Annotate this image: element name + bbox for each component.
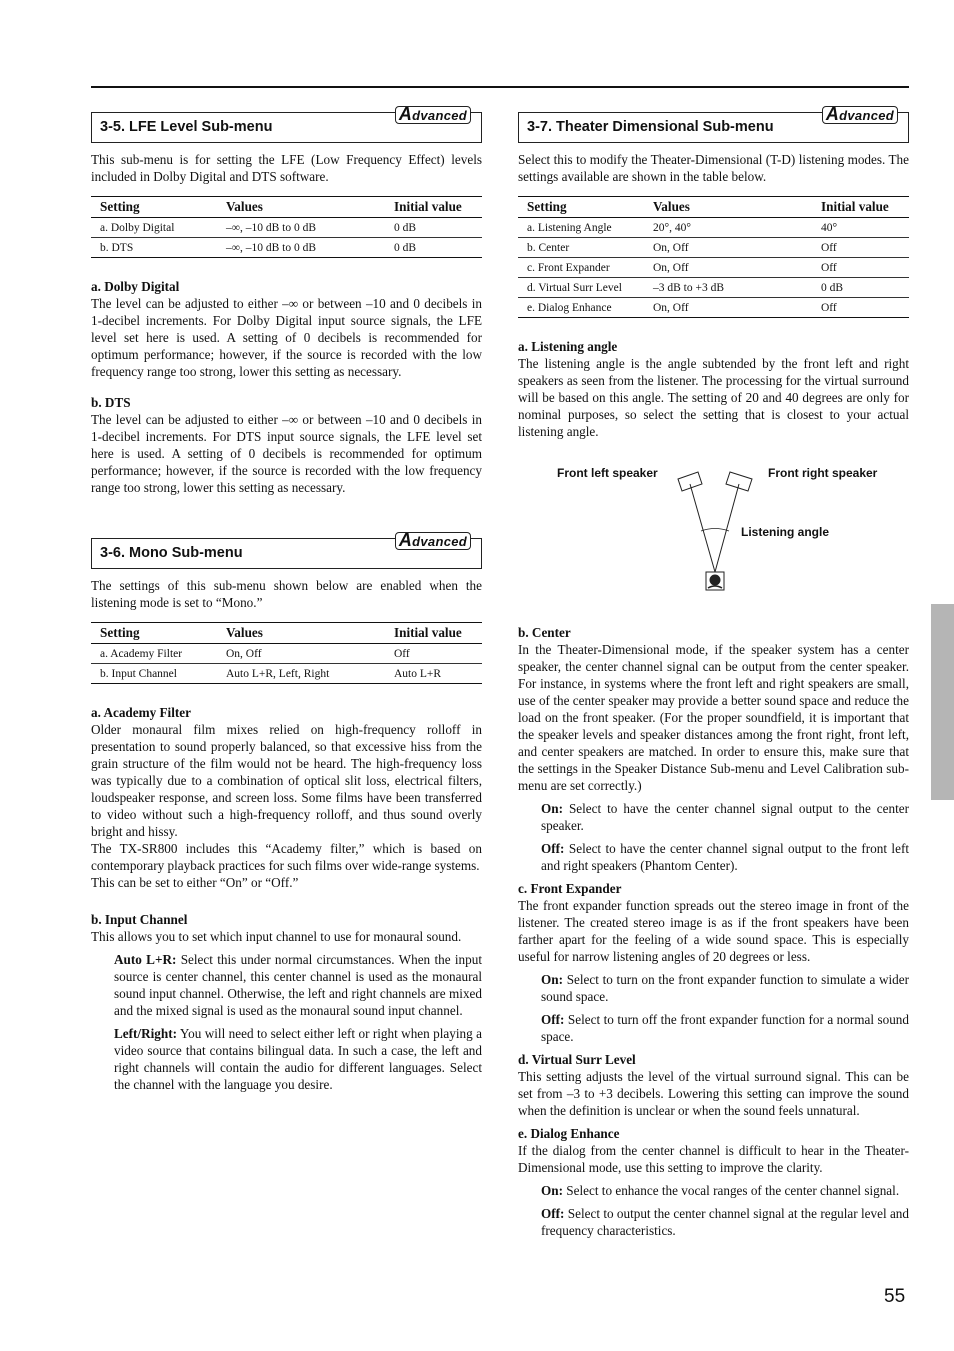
page-number: 55 xyxy=(884,1286,906,1307)
front-right-speaker-icon xyxy=(726,472,752,491)
paragraph: Older monaural film mixes relied on high-frequency rolloff in presentation to sound properly balanced, so that excessive hiss from the grain structure of the film would not be heard. The high-frequency loss was typically due to a combination of optical slit loss, electrical filters, loudspeaker response, and screen loss. Some films have been transferred to video without such a high-frequency rolloff, and thus sound overly bright and hissy. xyxy=(91,722,482,839)
mono-settings-table xyxy=(91,622,482,684)
subheading: a. Listening angle xyxy=(518,339,618,354)
table-header: Initial value xyxy=(812,197,909,218)
table-header: Initial value xyxy=(385,197,482,218)
table-cell: –∞, –10 dB to 0 dB xyxy=(217,218,385,238)
listening-angle-label: Listening angle xyxy=(741,525,830,539)
section-intro: The settings of this sub-menu shown below are enabled when the listening mode is set to “Mono.” xyxy=(91,578,482,610)
table-cell: Off xyxy=(812,298,909,318)
option-dialog-off: Off: Select to output the center channel signal at the regular level and frequency characteristics. xyxy=(541,1206,909,1238)
subheading: c. Front Expander xyxy=(518,881,622,896)
paragraph: The TX-SR800 includes this “Academy filter,” which is based on contemporary playback practices for such films over wide-range systems. xyxy=(91,841,482,873)
table-cell: 20°, 40° xyxy=(644,218,812,238)
option-dialog-on: On: Select to enhance the vocal ranges of the center channel signal. xyxy=(541,1183,900,1198)
table-row xyxy=(518,298,909,318)
paragraph: The level can be adjusted to either –∞ or between –10 and 0 decibels in 1-decibel increments. For DTS input source signals, the LFE level set here is used. A setting of 0 decibels is recommended for optimum performance; however, if the source is recorded with the low frequency range too strong, lower this setting as necessary. xyxy=(91,412,482,495)
table-cell: –3 dB to +3 dB xyxy=(644,278,812,298)
option-expander-off: Off: Select to turn off the front expander function for a normal sound space. xyxy=(541,1012,909,1044)
table-row xyxy=(91,238,482,258)
section-title: 3-7. Theater Dimensional Sub-menu xyxy=(527,119,774,135)
table-cell: Off xyxy=(812,238,909,258)
table-header: Setting xyxy=(91,197,217,218)
theater-settings-table xyxy=(518,196,909,318)
table-cell: Off xyxy=(385,644,482,664)
subheading: b. Input Channel xyxy=(91,912,188,927)
left-column xyxy=(91,104,482,1093)
listening-angle-diagram xyxy=(518,454,909,614)
lfe-settings-table xyxy=(91,196,482,258)
table-header: Initial value xyxy=(385,623,482,644)
table-cell: a. Academy Filter xyxy=(91,644,217,664)
table-header: Values xyxy=(644,197,812,218)
table-cell: On, Off xyxy=(644,258,812,278)
angle-arc xyxy=(701,529,729,532)
section-header-lfe-level xyxy=(91,104,482,143)
subheading: b. Center xyxy=(518,625,571,640)
advanced-badge: Advanced xyxy=(395,532,471,550)
paragraph: If the dialog from the center channel is difficult to hear in the Theater-Dimensional mode, use this setting to improve the clarity. xyxy=(518,1143,909,1175)
table-cell: a. Dolby Digital xyxy=(91,218,217,238)
right-column xyxy=(518,104,910,1239)
table-header: Values xyxy=(217,197,385,218)
table-row xyxy=(518,218,909,238)
option-expander-on: On: Select to turn on the front expander function to simulate a wider sound space. xyxy=(541,972,910,1004)
table-cell: c. Front Expander xyxy=(518,258,644,278)
paragraph: The level can be adjusted to either –∞ or between –10 and 0 decibels in 1-decibel increments. For Dolby Digital input source signals, the LFE level set here is used. A setting of 0 decibels is recommended for optimum performance; however, if the source is recorded with the low frequency range too strong, lower this setting as necessary. xyxy=(91,296,482,379)
table-cell: –∞, –10 dB to 0 dB xyxy=(217,238,385,258)
table-row xyxy=(518,278,909,298)
paragraph: This setting adjusts the level of the virtual surround signal. This can be set from –3 to +3 decibels. Lowering this setting can improve the sound when the definition is unclear or when the sound feels unnatural. xyxy=(518,1069,909,1118)
option-center-on: On: Select to have the center channel signal output to the center speaker. xyxy=(541,801,910,833)
table-header: Setting xyxy=(518,197,644,218)
table-header: Values xyxy=(217,623,385,644)
table-cell: d. Virtual Surr Level xyxy=(518,278,644,298)
paragraph: The front expander function spreads out the stereo image in front of the listener. The created stereo image is as if the front speakers have been farther apart for the feeling of a wide sound space. This is especially useful for narrow listening angles of 20 degrees or less. xyxy=(518,898,909,964)
left-sight-line xyxy=(690,484,715,572)
table-header: Setting xyxy=(91,623,217,644)
table-row xyxy=(91,664,482,684)
section-header-mono xyxy=(91,530,482,569)
paragraph: This can be set to either “On” or “Off.” xyxy=(91,875,299,890)
chapter-side-tab xyxy=(931,604,954,800)
paragraph: In the Theater-Dimensional mode, if the speaker system has a center speaker, the center channel signal can be output from the center speaker. For instance, in systems where the front left and right speakers are small, use of the center speaker may provide a better sound space and reduce the load on the front speaker. (For the proper soundfield, it is important that the speaker levels and speaker distances among the front right, front left, and center speakers are matched. In order to ensure this, make sure that the settings in the Speaker Distance Sub-menu and Level Calibration sub-menu are set correctly.) xyxy=(518,642,909,793)
table-cell: a. Listening Angle xyxy=(518,218,644,238)
paragraph: This allows you to set which input channel to use for monaural sound. xyxy=(91,929,462,944)
table-cell: 0 dB xyxy=(385,238,482,258)
top-rule xyxy=(91,86,909,88)
section-title: 3-5. LFE Level Sub-menu xyxy=(100,119,273,135)
table-row xyxy=(91,218,482,238)
table-cell: Auto L+R, Left, Right xyxy=(217,664,385,684)
section-intro: This sub-menu is for setting the LFE (Low Frequency Effect) levels included in Dolby Digital and DTS software. xyxy=(91,152,482,184)
subheading: d. Virtual Surr Level xyxy=(518,1052,636,1067)
table-cell: 40° xyxy=(812,218,909,238)
option-left-right: Left/Right: You will need to select either left or right when playing a video source that contains bilingual data. In such a case, the left and right channels will contain the audio for different languages. Select the channel with the language you desire. xyxy=(114,1026,482,1092)
front-right-speaker-label: Front right speaker xyxy=(768,466,878,480)
front-left-speaker-icon xyxy=(678,472,702,491)
table-row xyxy=(518,258,909,278)
section-header-theater-dimensional xyxy=(518,104,909,143)
subheading: e. Dialog Enhance xyxy=(518,1126,620,1141)
right-sight-line xyxy=(715,484,739,572)
subheading: a. Academy Filter xyxy=(91,705,191,720)
section-title: 3-6. Mono Sub-menu xyxy=(100,545,243,561)
subheading: b. DTS xyxy=(91,395,131,410)
table-row xyxy=(91,644,482,664)
table-cell: On, Off xyxy=(644,298,812,318)
advanced-badge: Advanced xyxy=(395,106,471,124)
option-auto-lr: Auto L+R: Select this under normal circumstances. When the input source is center channel, this center channel is used as the monaural sound input channel. Otherwise, the left and right channels are mixed and the mixed signal is used as the monaural sound input channel. xyxy=(114,952,482,1018)
advanced-badge: Advanced xyxy=(822,106,898,124)
table-cell: 0 dB xyxy=(812,278,909,298)
table-cell: On, Off xyxy=(217,644,385,664)
table-cell: b. Input Channel xyxy=(91,664,217,684)
table-cell: b. DTS xyxy=(91,238,217,258)
section-intro: Select this to modify the Theater-Dimensional (T-D) listening modes. The settings available are shown in the table below. xyxy=(518,152,909,184)
table-cell: Auto L+R xyxy=(385,664,482,684)
table-cell: Off xyxy=(812,258,909,278)
table-cell: 0 dB xyxy=(385,218,482,238)
subheading: a. Dolby Digital xyxy=(91,279,180,294)
table-row xyxy=(518,238,909,258)
front-left-speaker-label: Front left speaker xyxy=(557,466,658,480)
option-center-off: Off: Select to have the center channel signal output to the front left and right speakers (Phantom Center). xyxy=(541,841,910,873)
table-cell: On, Off xyxy=(644,238,812,258)
paragraph: The listening angle is the angle subtended by the front left and right speakers as seen from the listener. The processing for the virtual surround will be based on this angle. The setting of 20 and 40 degrees are only for nominal purposes, so select the setting that is closest to your actual listening angle. xyxy=(518,356,909,439)
table-cell: e. Dialog Enhance xyxy=(518,298,644,318)
table-cell: b. Center xyxy=(518,238,644,258)
